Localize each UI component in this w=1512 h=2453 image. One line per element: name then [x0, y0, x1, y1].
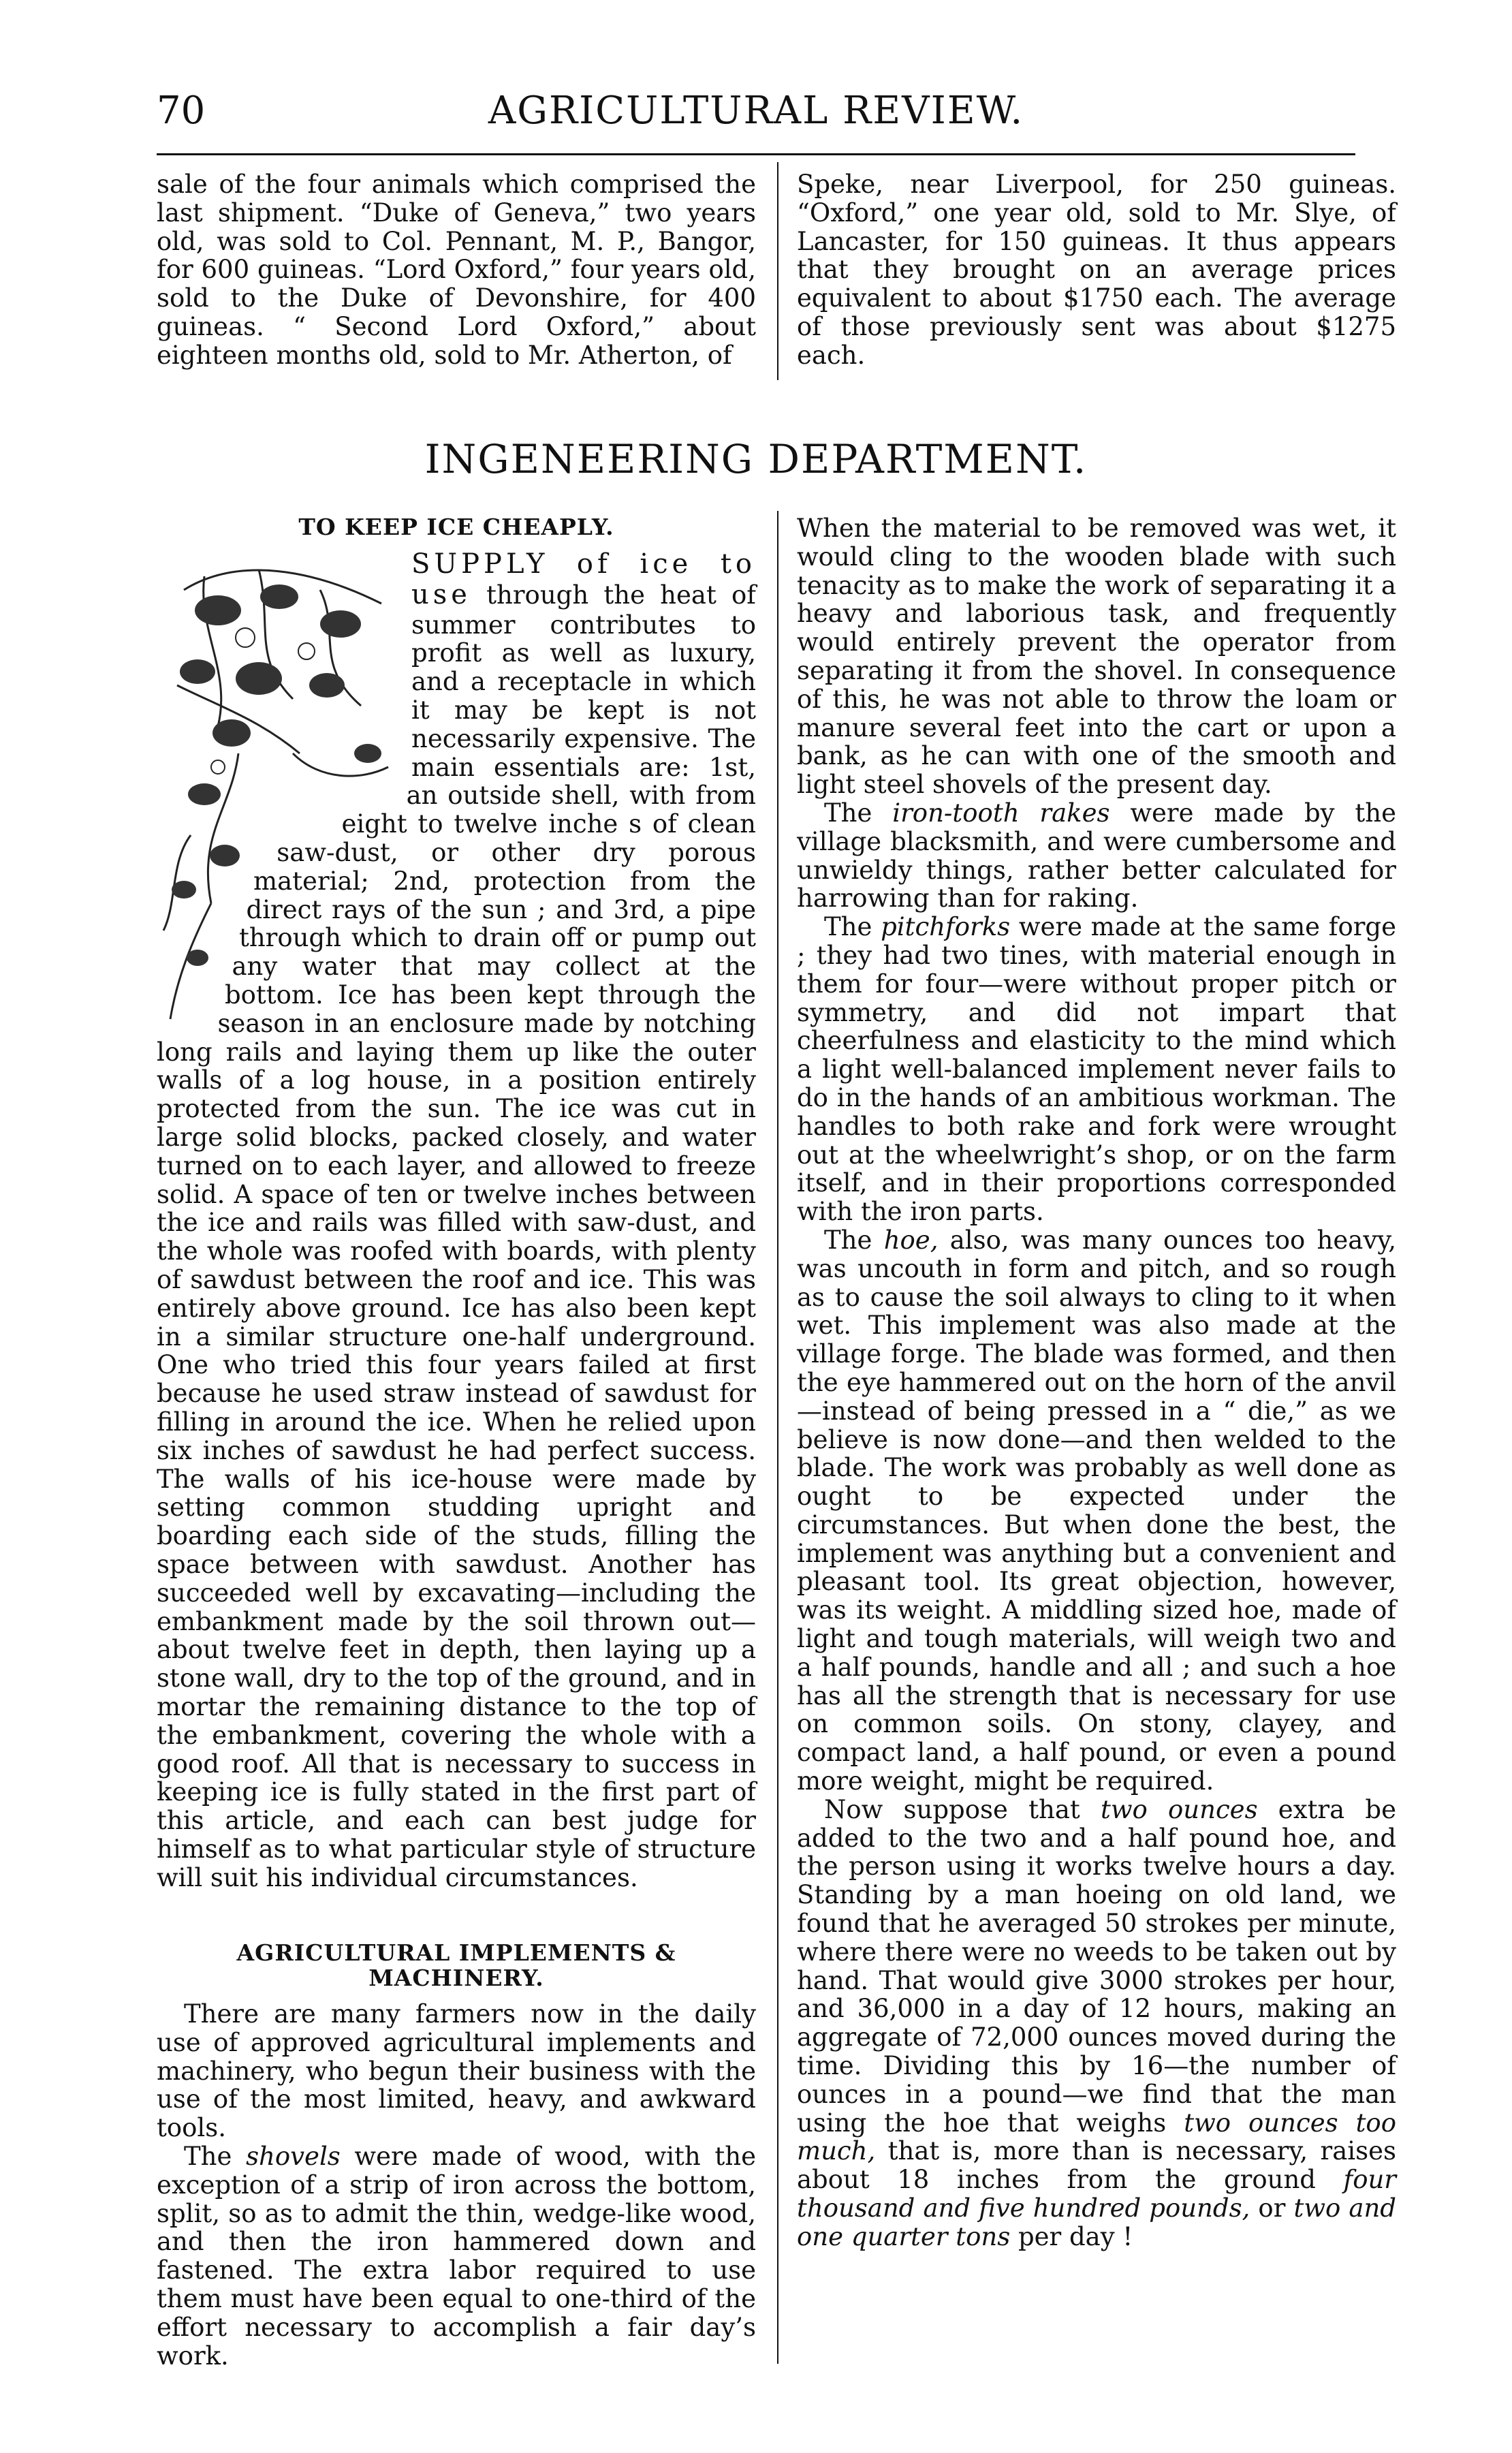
- shovels-term: shovels: [246, 2142, 341, 2172]
- implements-article-heading: AGRICULTURAL IMPLEMENTS & MACHINERY.: [236, 1939, 676, 1991]
- department-title: INGENEERING DEPARTMENT.: [424, 436, 1088, 482]
- pitchforks-paragraph: The pitchforks were made at the same forge ; they had two tines, with material enough in them for four—were without proper pitch or symmetry, and did not impart that cheerfulness and elasticity to the mind which a light well-balanced implement never fails to do in the hands of an ambitious workman. The handles to both rake and fork were wrought out at the wheelwright’s shop, or on the farm itself, and in their proportions corresponded with the iron parts.: [797, 912, 1396, 1227]
- page-header: [157, 75, 1355, 150]
- left-column: [157, 514, 756, 2370]
- header-rule: [157, 153, 1355, 155]
- column-divider: [777, 511, 778, 2364]
- rakes-term: iron-tooth rakes: [892, 798, 1110, 828]
- hoe-paragraph: The hoe, also, was many ounces too heavy, was uncouth in form and pitch, and so rough as to cause the soil always to cling to it when wet. This implement was also made at the village forge. The blade was formed, and then the eye hammered out on the horn of the anvil—instead of being pressed in a “ die,” as we believe is now done—and then welded to the blade. The work was probably as well done as ought to be expected under the circumstances. But when done the best, the implement was anything but a convenient and pleasant tool. Its great objection, however, was its weight. A middling sized hoe, made of light and tough materials, will weigh two and a half pounds, handle and all ; and such a hoe has all the strength that is necessary for use on common soils. On stony, clayey, and compact land, a half pound, or even a pound more weight, might be required.: [797, 1225, 1396, 1796]
- hoe-term: hoe,: [883, 1225, 939, 1255]
- ice-article-first-words: SUPPLY of ice to use: [411, 548, 756, 611]
- top-column-divider: [777, 162, 778, 380]
- top-right-column: [797, 170, 1396, 370]
- suppose-paragraph: Now suppose that two ounces extra be added to the two and a half pound hoe, and the person using it works twelve hours a day. Standing by a man hoeing on old land, we found that he averaged 50 strokes per minute, where there were no weeds to be taken out by hand. That would give 3000 strokes per hour, and 36,000 in a day of 12 hours, making an aggregate of 72,000 ounces moved during the time. Dividing this by 16—the number of ounces in a pound—we find that the man using the hoe that weighs two ounces too much, that is, more than is necessary, raises about 18 inches from the ground four thousand and five hundred pounds, or two and one quarter tons per day !: [797, 1794, 1396, 2251]
- top-left-column: [157, 170, 756, 370]
- ice-article-text: through the heat of summer contributes to profit as well as luxury, and a receptacle in which it may be kept is not necessarily expensive. The main essentials are: 1st, an outside shell, with from eight to twelve inche s of clean saw-dust, or other dry porous material; 2nd, protection from the direct rays of the sun ; and 3rd, a pipe through which to drain off or pump out any water that may collect at the bottom. Ice has been kept through the season in an enclosure made by notching long rails and laying them up like the outer walls of a log house, in a position entirely protected from the sun. The ice was cut in large solid blocks, packed closely, and water turned on to each layer, and allowed to freeze solid. A space of ten or twelve inches between the ice and rails was filled with saw-dust, and the whole was roofed with boards, with plenty of sawdust between the roof and ice. This was entirely above ground. Ice has also been kept in a similar structure one-half underground. One who tried this four years failed at first because he used straw instead of sawdust for filling in around the ice. When he relied upon six inches of sawdust he had perfect success. The walls of his ice-house were made by setting common studding upright and boarding each side of the studs, filling the space between with sawdust. Another has succeeded well by excavating—including the embankment made by the soil thrown out—about twelve feet in depth, then laying up a stone wall, dry to the top of the ground, and in mortar the remaining distance to the top of the embankment, covering the whole with a good roof. All that is necessary to success in keeping ice is fully stated in the first part of this article, and each can best judge for himself as to what particular style of structure will suit his individual circumstances.: [157, 580, 756, 1892]
- ice-article-heading: TO KEEP ICE CHEAPLY.: [298, 514, 614, 540]
- top-right-text: Speke, near Liverpool, for 250 guineas. “Oxford,” one year old, sold to Mr. Slye, of Lancaster, for 150 guineas. It thus appears that they brought on an average prices equivalent to about $1750 each. The average of those previously sent was about $1275 each.: [797, 170, 1396, 370]
- running-title: AGRICULTURAL REVIEW.: [488, 89, 1024, 133]
- right-column: [797, 514, 1396, 2251]
- rakes-paragraph: The iron-tooth rakes were made by the village blacksmith, and were cumbersome and unwieldy things, rather better calculated for harrowing than for raking.: [797, 798, 1396, 913]
- implements-para-2: The shovels were made of wood, with the exception of a strip of iron across the bottom, split, so as to admit the thin, wedge-like wood, and then the iron hammered down and fastened. The extra labor required to use them must have been equal to one-third of the effort necessary to accomplish a fair day’s work.: [157, 2142, 756, 2371]
- top-left-text: sale of the four animals which comprised the last shipment. “Duke of Geneva,” two years old, was sold to Col. Pennant, M. P., Bangor, for 600 guineas. “Lord Oxford,” four years old, sold to the Duke of Devonshire, for 400 guineas. “ Second Lord Oxford,” about eighteen months old, sold to Mr. Atherton, of: [157, 170, 756, 370]
- implements-para-1: There are many farmers now in the daily use of approved agricultural implements and machinery, who begun their business with the use of the most limited, heavy, and awkward tools.: [157, 1999, 756, 2143]
- implements-right-para-1: When the material to be removed was wet, it would cling to the wooden blade with such tenacity as to make the work of separating it a heavy and laborious task, and frequently would entirely prevent the operator from separating it from the shovel. In consequence of this, he was not able to throw the loam or manure several feet into the cart or upon a bank, as he can with one of the smooth and light steel shovels of the present day.: [797, 514, 1396, 800]
- page-number: 70: [157, 89, 206, 133]
- pitchforks-term: pitchforks: [881, 912, 1011, 942]
